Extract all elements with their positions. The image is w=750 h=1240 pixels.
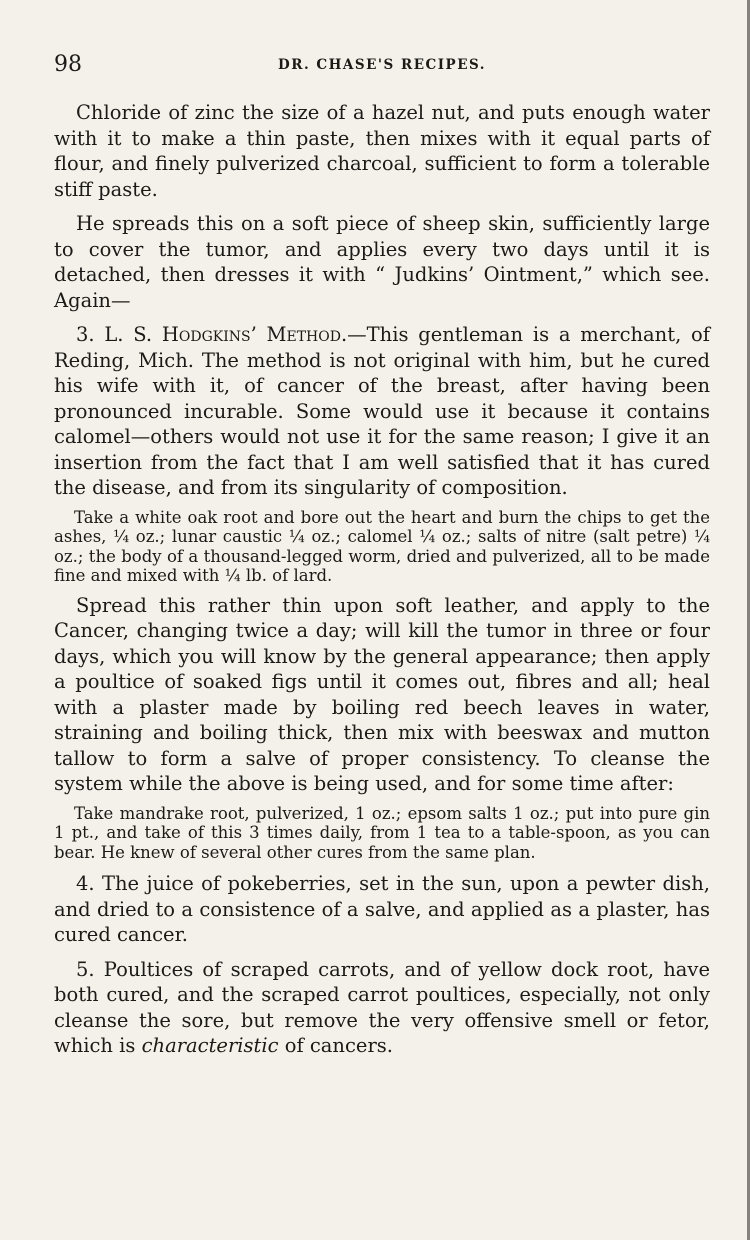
section-heading: L. S. Hodgkins’ Method. bbox=[104, 323, 348, 346]
page-number: 98 bbox=[54, 52, 82, 77]
carrots-text: 5. Poultices of scraped carrots, and of yellow dock root, have both cured, and the scraped carrot poultices, especially, not only cleanse the sore, but remove the very offensive smell or fetor, which is bbox=[54, 957, 710, 1057]
paragraph-zinc-paste: Chloride of zinc the size of a hazel nut, and puts enough water with it to make a thin paste, then mixes with it equal parts of flour, and finely pulverized charcoal, sufficient to form a tolerable stiff paste. bbox=[54, 101, 710, 201]
paragraph-spread-leather: Spread this rather thin upon soft leather, and apply to the Cancer, changing twice a day; will kill the tumor in three or four days, which you will know by the general appearance; then apply a poultice of soaked figs until it comes out, fibres and all; heal with a plaster made by boiling red beech leaves in water, straining and boiling thick, then mix with beeswax and mutton tallow to form a salve of proper consistency. To cleanse the system while the above is being used, and for some time after: bbox=[54, 593, 710, 795]
carrots-text-end: of cancers. bbox=[278, 1034, 393, 1057]
page-header bbox=[54, 52, 710, 82]
section-text: —This gentleman is a merchant, of Reding, Mich. The method is not original with him, but he cured his wife with it, of cancer of the breast, after having been pronounced incurable. Some would use it because it contains calomel—others would not use it for the same reason; I give it an insertion from the fact that I am well satisfied that it has cured the disease, and from its singularity of composition. bbox=[54, 323, 710, 499]
paragraph-pokeberries: 4. The juice of pokeberries, set in the sun, upon a pewter dish, and dried to a consistence of a salve, and applied as a plaster, has cured cancer. bbox=[54, 872, 710, 946]
paragraph-hodgkins-method bbox=[54, 322, 710, 501]
recipe-mandrake: Take mandrake root, pulverized, 1 oz.; epsom salts 1 oz.; put into pure gin 1 pt., and take of this 3 times daily, from 1 tea to a table-spoon, as you can bear. He knew of several other cures from the same plan. bbox=[54, 803, 710, 862]
paragraph-carrots bbox=[54, 957, 710, 1059]
paragraph-sheep-skin: He spreads this on a soft piece of sheep skin, sufficiently large to cover the tumor, and applies every two days until it is detached, then dresses it with “ Judkins’ Ointment,” which see. Again— bbox=[54, 212, 710, 312]
book-page bbox=[54, 0, 710, 1240]
page-body bbox=[54, 100, 710, 1059]
section-number: 3. bbox=[76, 323, 95, 346]
recipe-white-oak: Take a white oak root and bore out the heart and burn the chips to get the ashes, ¼ oz.; lunar caustic ¼ oz.; calomel ¼ oz.; salts of nitre (salt petre) ¼ oz.; the body of a thousand-legged worm, dried and pulverized, all to be made fine and mixed with ¼ lb. of lard. bbox=[54, 507, 710, 585]
running-title: DR. CHASE'S RECIPES. bbox=[278, 57, 486, 73]
characteristic-italic: characteristic bbox=[141, 1034, 279, 1057]
